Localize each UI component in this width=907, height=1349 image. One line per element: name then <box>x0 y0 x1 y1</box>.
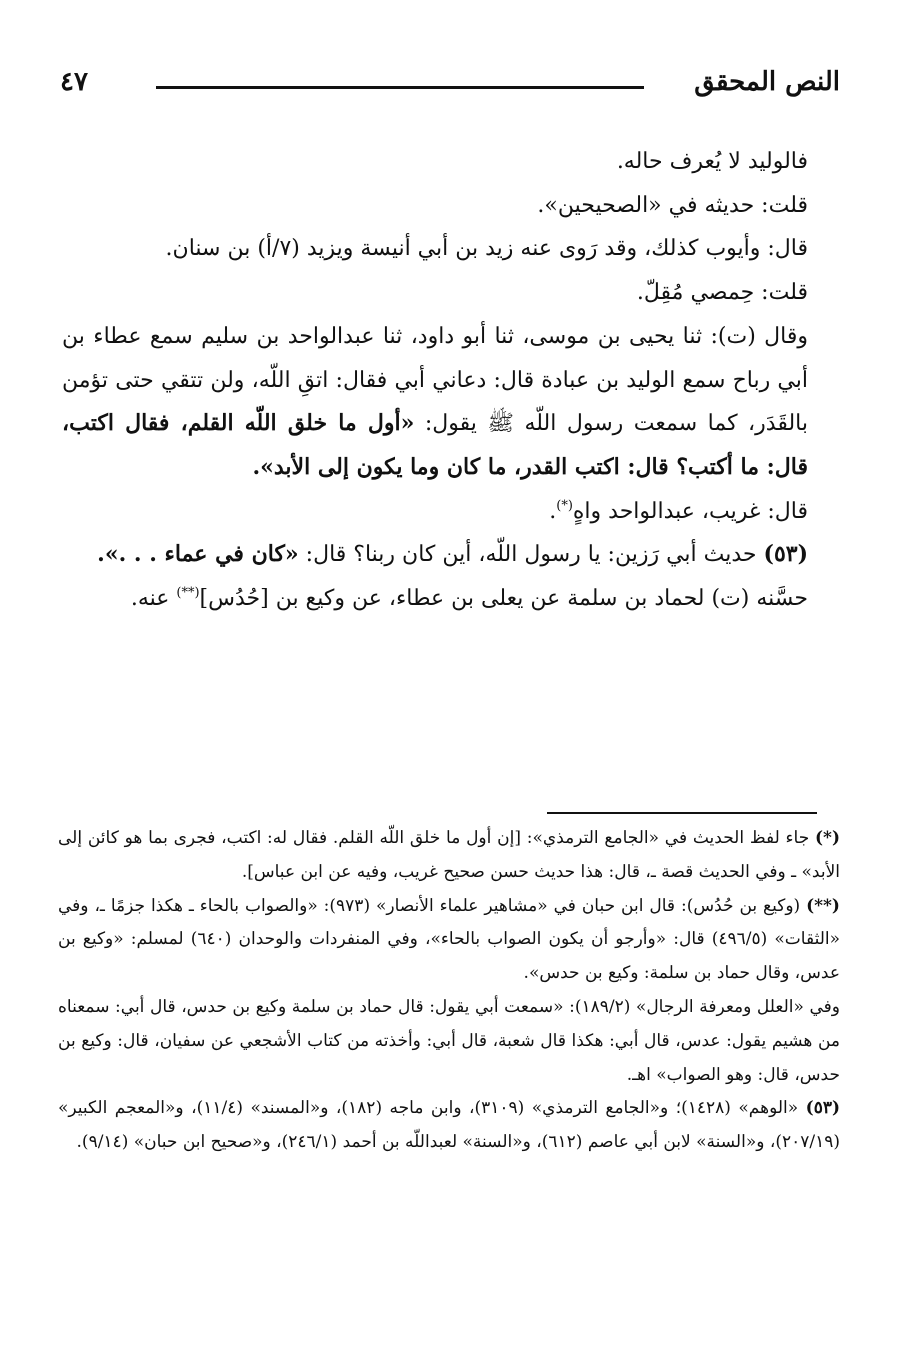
hadith-quote-2: «كان في عماء . . .». <box>97 541 299 568</box>
footnote-1 <box>58 822 840 890</box>
footnote-4 <box>58 1092 840 1160</box>
paragraph-8-end: عنه. <box>130 586 177 612</box>
footnotes <box>58 822 840 1160</box>
paragraph-2: قلت: حديثه في «الصحيحين». <box>537 192 808 218</box>
paragraph-7 <box>62 533 840 577</box>
footnote-2-mark: (**) <box>806 895 840 916</box>
footnote-ref-1: (*) <box>556 498 573 514</box>
footnote-separator <box>547 812 817 814</box>
footnote-ref-2: (**) <box>176 585 200 601</box>
footnote-1-text: جاء لفظ الحديث في «الجامع الترمذي»: <box>520 828 816 848</box>
main-text <box>62 140 840 621</box>
running-title: النص المحقق <box>694 67 840 97</box>
footnote-2-text: (وكيع بن حُدُس): قال ابن حبان في «مشاهير علماء الأنصار» (٩٧٣): «والصواب بالحاء ـ هكذا جزمًا ـ، وفي «الثقات» (٤٩٦/٥) قال: «وأرجو أن يكون الصواب بالحاء»، وفي المنفردات والوحدان (٦٤٠) لمسلم: «وكيع بن عدس، وقال حماد بن سلمة: وكيع بن حدس». <box>58 895 840 984</box>
paragraph-1: فالوليد لا يُعرف حاله. <box>616 149 808 174</box>
footnote-1-quote: [إن أول ما خلق اللّه القلم. فقال له: اكتب، فجرى بما هو كائن إلى الأبد» ـ وفي الحديث قصة ـ، قال: هذا حديث حسن صحيح غريب، وفيه عن ابن عباس]. <box>58 828 840 882</box>
paragraph-7-text: حديث أبي رَزين: يا رسول اللّه، أين كان ربنا؟ قال: <box>298 542 764 568</box>
footnote-1-mark: (*) <box>815 828 840 848</box>
footnote-3: وفي «العلل ومعرفة الرجال» (١٨٩/٢): «سمعت أبي يقول: قال حماد بن سلمة وكيع بن حدس، قال أبي: سمعناه من هشيم يقول: عدس، قال أبي: هكذا قال شعبة، قال أبي: وأخذته من كتاب الأشجعي عن سفيان، قال: وكيع بن حدس، قال: وهو الصواب» اهـ. <box>58 996 840 1085</box>
paragraph-4: قلت: حِمصي مُقِلّ. <box>636 280 808 306</box>
page-header <box>60 62 840 102</box>
hadith-quote: «أول ما خلق اللّه القلم، فقال اكتب، قال: ما أكتب؟ قال: اكتب القدر، ما كان وما يكون إلى الأبد». <box>62 410 808 480</box>
paragraph-5 <box>62 315 840 490</box>
header-rule <box>156 86 644 89</box>
page-number: ٤٧ <box>60 67 88 97</box>
paragraph-6-text: قال: غريب، عبدالواحد واهٍ <box>572 498 808 524</box>
footnote-4-mark: (٥٣) <box>805 1098 840 1119</box>
paragraph-8-text: حسَّنه (ت) لحماد بن سلمة عن يعلى بن عطاء، عن وكيع بن [حُدُس] <box>199 586 808 612</box>
footnote-4-text: «الوهم» (١٤٢٨)؛ و«الجامع الترمذي» (٣١٠٩)، وابن ماجه (١٨٢)، و«المسند» (١١/٤)، و«المعجم الكبير» (٢٠٧/١٩)، و«السنة» لابن أبي عاصم (٦١٢)، و«السنة» لعبداللّه بن أحمد (٢٤٦/١)، و«صحيح ابن حبان» (٩/١٤). <box>58 1098 840 1153</box>
footnote-2 <box>58 890 840 991</box>
paragraph-5-text: وقال (ت): ثنا يحيى بن موسى، ثنا أبو داود، ثنا عبدالواحد بن سليم سمع عطاء بن أبي رباح سمع الوليد بن عبادة قال: دعاني أبي فقال: اتقِ اللّه، ولن تتقي حتى تؤمن بالقَدَر، كما سمعت رسول اللّه ﷺ يقول: <box>62 323 808 437</box>
paragraph-3: قال: وأيوب كذلك، وقد رَوى عنه زيد بن أبي أنيسة ويزيد (٧/أ) بن سنان. <box>165 236 808 262</box>
paragraph-6 <box>62 490 840 534</box>
paragraph-8 <box>62 577 840 621</box>
hadith-number: (٥٣) <box>763 541 808 568</box>
paragraph-6-end: . <box>549 498 557 524</box>
